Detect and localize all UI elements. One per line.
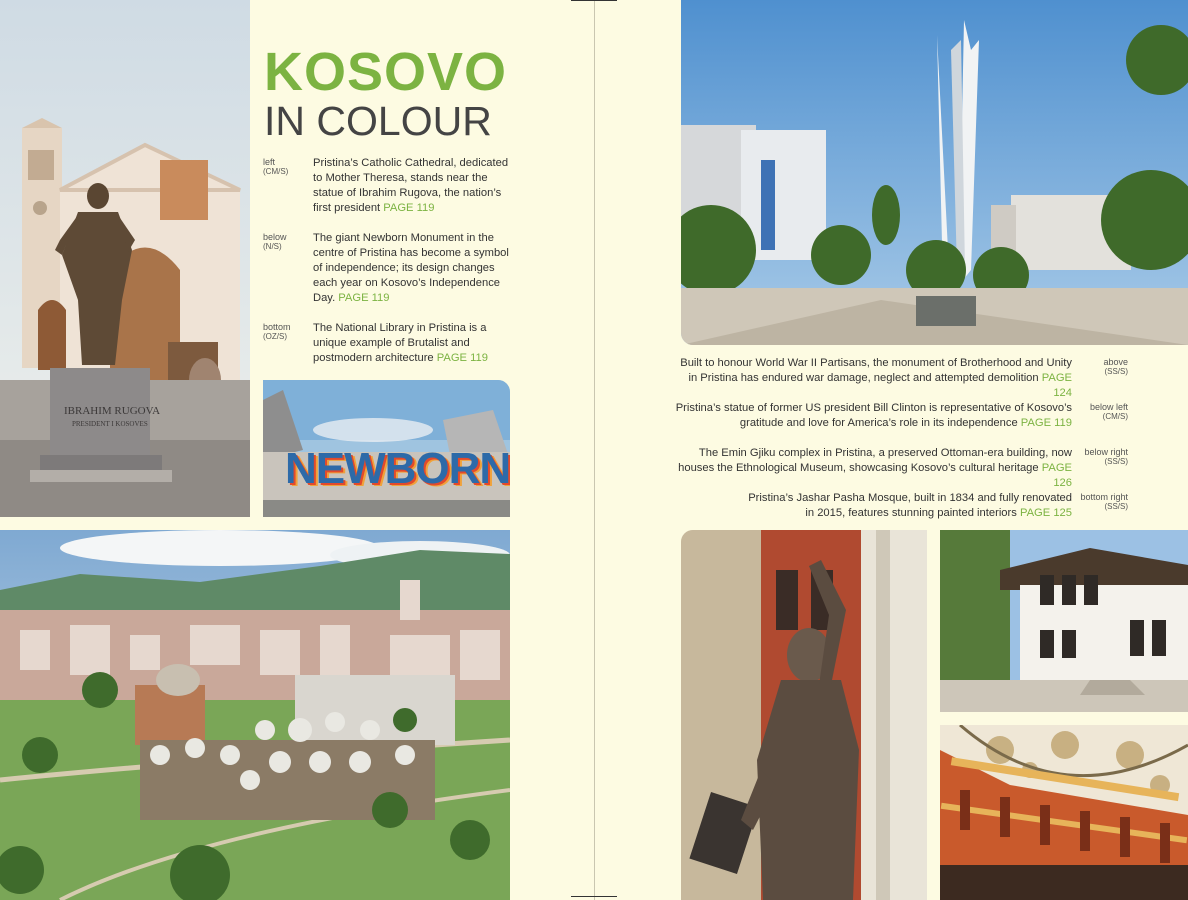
caption-text xyxy=(672,356,1072,401)
caption-bottom xyxy=(263,321,523,369)
caption-text xyxy=(313,321,489,366)
photo-emin-gjiku-complex xyxy=(940,530,1188,712)
spread-subtitle: IN COLOUR xyxy=(264,98,492,144)
caption-position: left xyxy=(263,157,276,167)
caption-position: bottom right xyxy=(1080,492,1128,502)
page-reference: PAGE 126 xyxy=(1041,462,1072,489)
crop-mark-bottom xyxy=(571,896,617,897)
caption-credit: (OZ/S) xyxy=(263,332,287,341)
caption-body: The National Library in Pristina is a unique example of Brutalist and postmodern architecture xyxy=(313,322,487,364)
caption-position-tag xyxy=(263,232,305,252)
spread-title: KOSOVO xyxy=(264,42,508,102)
plinth-inscription-1: IBRAHIM RUGOVA xyxy=(64,405,161,417)
newborn-sign: NEWBORN xyxy=(285,444,510,493)
crop-mark-top xyxy=(571,0,617,1)
caption-credit: (CM/S) xyxy=(1102,412,1128,421)
caption-below-left xyxy=(676,401,1132,433)
caption-position-tag xyxy=(1072,357,1128,377)
caption-below xyxy=(263,231,523,307)
caption-body: Pristina’s Jashar Pasha Mosque, built in 1834 and fully renovated in 2015, features stunning painted interiors xyxy=(748,492,1072,519)
page-reference: PAGE 119 xyxy=(383,202,435,214)
page-reference: PAGE 119 xyxy=(436,352,488,364)
caption-position-tag xyxy=(263,322,305,342)
page-gutter xyxy=(594,0,595,900)
caption-credit: (CM/S) xyxy=(263,167,289,176)
caption-credit: (SS/S) xyxy=(1104,502,1128,511)
caption-bottom-right xyxy=(676,491,1132,523)
caption-body: The Emin Gjiku complex in Pristina, a preserved Ottoman-era building, now houses the Ethnological Museum, showcasing Kosovo’s cultural heritage xyxy=(678,447,1072,474)
caption-body: Pristina’s Catholic Cathedral, dedicated to Mother Theresa, stands near the statue of Ibrahim Rugova, the nation’s first president xyxy=(313,157,509,214)
caption-position-tag xyxy=(263,157,305,177)
page-reference: PAGE 119 xyxy=(338,292,390,304)
plinth-inscription-2: PRESIDENT I KOSOVES xyxy=(72,420,148,428)
photo-jashar-pasha-mosque xyxy=(940,725,1188,900)
caption-body: The giant Newborn Monument in the centre of Pristina has become a symbol of independence; its design changes each year on Kosovo’s Independence Day. xyxy=(313,232,509,304)
caption-text xyxy=(742,491,1072,521)
caption-above xyxy=(676,356,1132,399)
caption-credit: (SS/S) xyxy=(1104,457,1128,466)
photo-cathedral-rugova-statue xyxy=(0,0,250,517)
caption-body: Built to honour World War II Partisans, the monument of Brotherhood and Unity in Pristina has endured war damage, neglect and attempted demolition xyxy=(680,357,1072,384)
caption-position: above xyxy=(1103,357,1128,367)
caption-left xyxy=(263,156,523,218)
page-reference: PAGE 125 xyxy=(1019,507,1072,519)
caption-text xyxy=(672,401,1072,431)
photo-newborn-monument xyxy=(263,380,510,517)
caption-position-tag xyxy=(1072,402,1128,422)
caption-position-tag xyxy=(1072,492,1128,512)
caption-credit: (N/S) xyxy=(263,242,282,251)
photo-national-library xyxy=(0,530,510,900)
page-reference: PAGE 119 xyxy=(1020,417,1072,429)
caption-credit: (SS/S) xyxy=(1104,367,1128,376)
caption-text xyxy=(672,446,1072,491)
caption-position: below xyxy=(263,232,287,242)
caption-text xyxy=(313,156,513,216)
caption-below-right xyxy=(676,446,1132,489)
caption-position-tag xyxy=(1072,447,1128,467)
caption-position: below left xyxy=(1089,402,1128,412)
photo-bill-clinton-statue xyxy=(681,530,927,900)
caption-position: below right xyxy=(1084,447,1128,457)
caption-body: Pristina’s statue of former US president Bill Clinton is representative of Kosovo’s gratitude and love for America’s role in its independence xyxy=(675,402,1072,429)
page-reference: PAGE 124 xyxy=(1041,372,1072,399)
caption-text xyxy=(313,231,513,306)
photo-brotherhood-unity-monument xyxy=(681,0,1188,345)
caption-position: bottom xyxy=(263,322,291,332)
